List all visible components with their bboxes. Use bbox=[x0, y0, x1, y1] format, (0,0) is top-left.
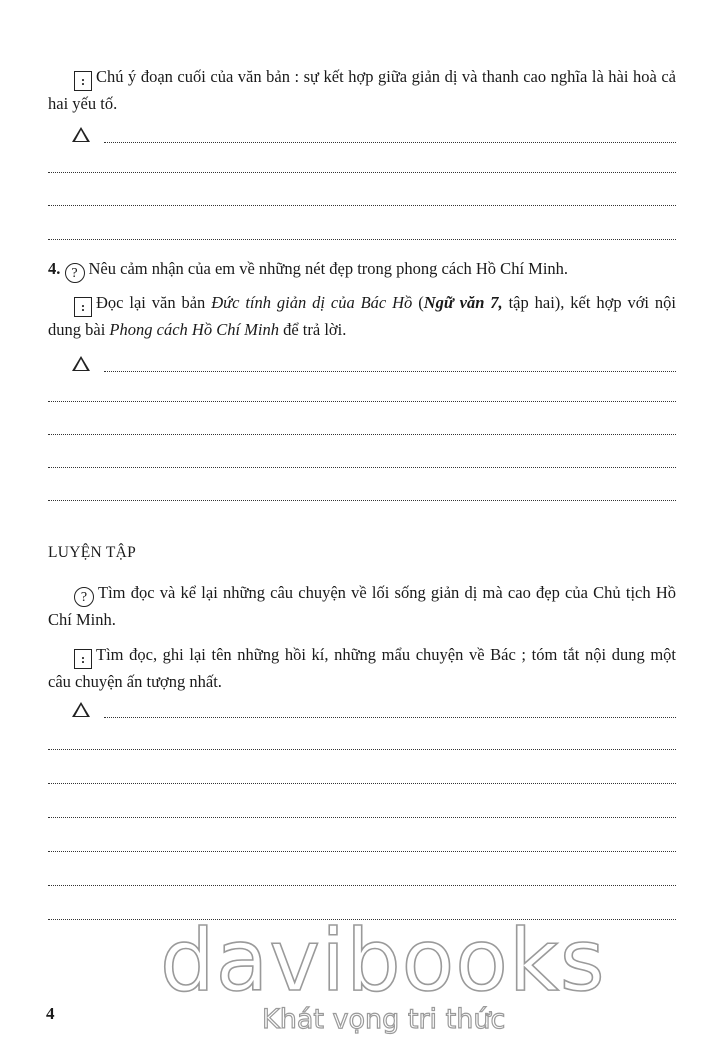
answer-line[interactable] bbox=[104, 371, 676, 372]
answer-line[interactable] bbox=[104, 142, 676, 143]
question-4-text: Nêu cảm nhận của em về những nét đẹp trong phong cách Hồ Chí Minh. bbox=[88, 259, 569, 278]
note-box-icon: : bbox=[74, 297, 92, 317]
answer-line[interactable] bbox=[48, 239, 676, 240]
hint-text: tập hai), kết hợp với nội dung bài bbox=[48, 293, 676, 339]
page-number: 4 bbox=[46, 1004, 55, 1023]
answer-line[interactable] bbox=[48, 467, 676, 468]
answer-line[interactable] bbox=[48, 783, 676, 784]
answer-line[interactable] bbox=[48, 434, 676, 435]
answer-triangle-icon bbox=[72, 127, 90, 142]
hint-text: để trả lời. bbox=[278, 320, 347, 339]
work-title: Phong cách Hồ Chí Minh bbox=[109, 320, 279, 339]
answer-line[interactable] bbox=[48, 817, 676, 818]
hint-text: Đọc lại văn bản bbox=[96, 293, 212, 312]
answer-line[interactable] bbox=[48, 401, 676, 402]
answer-line[interactable] bbox=[104, 717, 676, 718]
work-title: Đức tính giản dị của Bác Hồ bbox=[211, 293, 413, 312]
answer-line[interactable] bbox=[48, 172, 676, 173]
practice-hint bbox=[48, 642, 676, 696]
answer-triangle-icon bbox=[72, 702, 90, 717]
watermark-tagline: Khát vọng tri thức bbox=[262, 1004, 506, 1035]
practice-question-text: Tìm đọc và kể lại những câu chuyện về lối sống giản dị mà cao đẹp của Chủ tịch Hồ Chí Minh. bbox=[48, 583, 676, 629]
section-title: LUYỆN TẬP bbox=[48, 544, 137, 561]
answer-triangle-icon bbox=[72, 356, 90, 371]
textbook-title: Ngữ văn 7, bbox=[423, 293, 503, 312]
note-paragraph-1 bbox=[48, 64, 676, 118]
question-number: 4. bbox=[48, 259, 61, 278]
practice-question bbox=[48, 580, 676, 634]
answer-line[interactable] bbox=[48, 851, 676, 852]
answer-line[interactable] bbox=[48, 749, 676, 750]
note-box-icon: : bbox=[74, 71, 92, 91]
answer-line[interactable] bbox=[48, 205, 676, 206]
question-circle-icon: ? bbox=[65, 263, 85, 283]
practice-hint-text: Tìm đọc, ghi lại tên những hồi kí, những mẩu chuyện về Bác ; tóm tắt nội dung một câu chuyện ấn tượng nhất. bbox=[48, 645, 676, 691]
answer-line[interactable] bbox=[48, 885, 676, 886]
question-circle-icon: ? bbox=[74, 587, 94, 607]
hint-text: ( bbox=[412, 293, 424, 312]
hint-paragraph-4 bbox=[48, 290, 676, 344]
question-4 bbox=[48, 256, 676, 283]
watermark-logo: davibooks bbox=[160, 911, 606, 1011]
note-box-icon: : bbox=[74, 649, 92, 669]
answer-line[interactable] bbox=[48, 500, 676, 501]
note-text-1: Chú ý đoạn cuối của văn bản : sự kết hợp giữa giản dị và thanh cao nghĩa là hài hoà cả hai yếu tố. bbox=[48, 67, 676, 113]
